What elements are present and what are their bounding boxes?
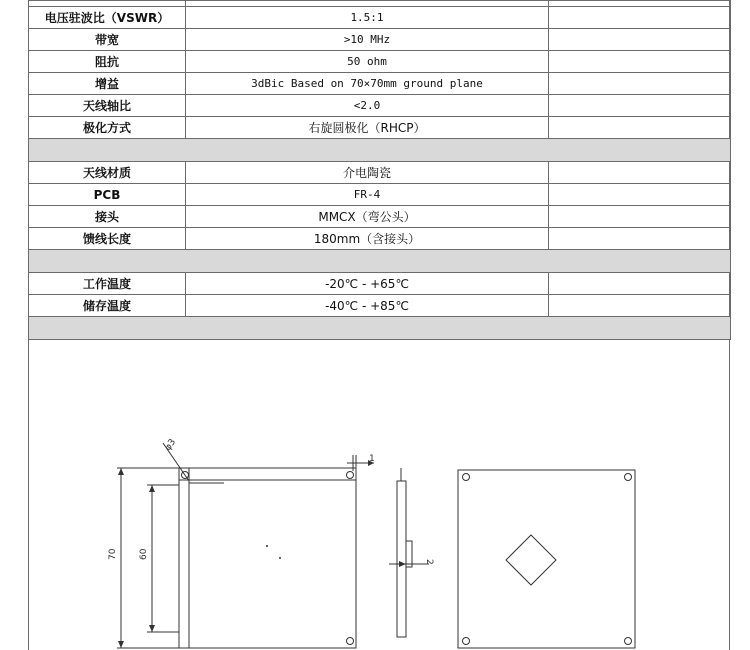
spec-label: 阻抗 (29, 51, 186, 73)
spec-note (549, 117, 731, 139)
mounting-hole (625, 638, 632, 645)
table-row (29, 95, 731, 117)
table-row (29, 273, 731, 295)
mounting-hole (347, 638, 354, 645)
dimension-arrow (149, 485, 155, 492)
section-divider (29, 250, 731, 273)
spec-value: -40℃ - +85℃ (186, 295, 549, 317)
spec-note (549, 228, 731, 250)
dimension-arrow (149, 625, 155, 632)
table-row (29, 162, 731, 184)
table-row (29, 206, 731, 228)
dimension-arrow (118, 468, 124, 475)
mechanical-drawing (29, 355, 729, 650)
table-row (29, 29, 731, 51)
board-front-outline (179, 468, 356, 648)
spec-label: 天线材质 (29, 162, 186, 184)
spec-label: PCB (29, 184, 186, 206)
spec-label: 天线轴比 (29, 95, 186, 117)
board-side-outline (397, 481, 406, 637)
mounting-hole (463, 638, 470, 645)
spec-note (549, 184, 731, 206)
spec-label: 工作温度 (29, 273, 186, 295)
mounting-hole (347, 472, 354, 479)
table-row (29, 117, 731, 139)
spec-note (549, 273, 731, 295)
spec-label: 馈线长度 (29, 228, 186, 250)
table-row (29, 51, 731, 73)
center-mark (266, 545, 268, 547)
dim-height-inner-label: 60 (139, 548, 149, 560)
spec-value: MMCX（弯公头） (186, 206, 549, 228)
spec-note (549, 95, 731, 117)
spec-value: -20℃ - +65℃ (186, 273, 549, 295)
table-row (29, 7, 731, 29)
section-divider (29, 139, 731, 162)
spec-note (549, 51, 731, 73)
spec-note (549, 29, 731, 51)
table-row (29, 295, 731, 317)
spec-value: 1.5:1 (186, 7, 549, 29)
dim-thickness-label: 2 (424, 559, 434, 565)
table-row (29, 73, 731, 95)
center-mark (279, 557, 281, 559)
mounting-hole (625, 474, 632, 481)
spec-note (549, 295, 731, 317)
ceramic-patch (506, 535, 556, 585)
spec-label: 增益 (29, 73, 186, 95)
table-row (29, 184, 731, 206)
spec-table (28, 0, 731, 340)
section-divider (29, 317, 731, 340)
spec-value: >10 MHz (186, 29, 549, 51)
spec-label: 带宽 (29, 29, 186, 51)
spec-note (549, 206, 731, 228)
mounting-hole (463, 474, 470, 481)
table-row (29, 228, 731, 250)
dimension-arrow (399, 561, 406, 567)
spec-value: 180mm（含接头） (186, 228, 549, 250)
spec-value: FR-4 (186, 184, 549, 206)
dim-edge-label: 1 (369, 454, 375, 464)
spec-value: 介电陶瓷 (186, 162, 549, 184)
dimension-arrow (118, 641, 124, 648)
spec-value: 50 ohm (186, 51, 549, 73)
spec-label: 接头 (29, 206, 186, 228)
board-back-outline (458, 470, 635, 648)
spec-value: 右旋圆极化（RHCP） (186, 117, 549, 139)
spec-note (549, 162, 731, 184)
spec-label: 储存温度 (29, 295, 186, 317)
spec-note (549, 73, 731, 95)
dim-hole-label: φ3 (163, 437, 179, 453)
spec-value: <2.0 (186, 95, 549, 117)
dimension-drawing-svg (29, 355, 729, 650)
spec-value: 3dBic Based on 70×70mm ground plane (186, 73, 549, 95)
spec-label: 电压驻波比（VSWR） (29, 7, 186, 29)
dim-height-outer-label: 70 (108, 548, 118, 560)
connector-side (406, 541, 412, 567)
spec-label: 极化方式 (29, 117, 186, 139)
spec-note (549, 7, 731, 29)
